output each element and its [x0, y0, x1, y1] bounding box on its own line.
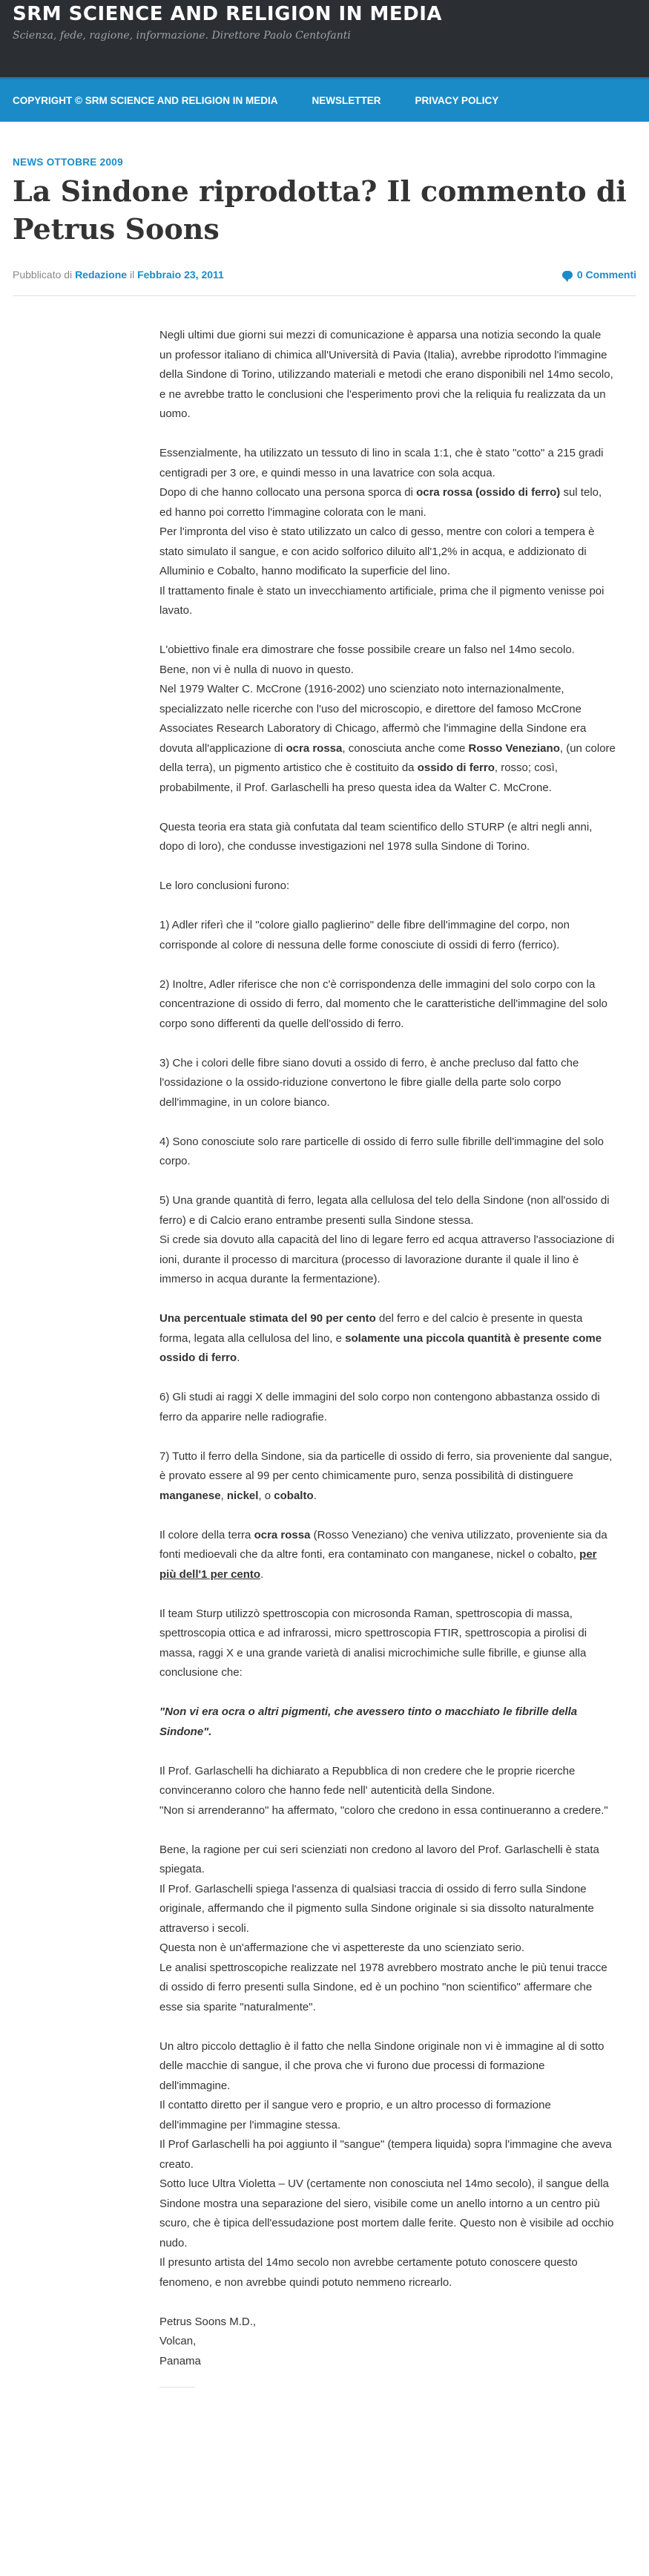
- conclusion-5: 5) Una grande quantità di ferro, legata alla cellulosa del telo della Sindone (non all'ossido di ferro) e di Calcio erano entrambe presenti sulla Sindone stessa. Si crede sia dovuto alla capacità del lino di legare ferro ed acqua attraverso l'associazione di ioni, durante il processo di marcitura (processo di lavorazione durante il quale il lino è immerso in acqua durante la fermentazione).: [159, 1194, 615, 1285]
- paragraph-earth-color: Il colore della terra ocra rossa (Rosso Veneziano) che veniva utilizzato, proveniente sia da fonti medioevali che da altre fonti, era contaminato con manganese, nickel o cobalto, per più dell'1 per cento.: [159, 1528, 607, 1581]
- site-header: [0, 0, 649, 77]
- site-description: Scienza, fede, ragione, informazione. Direttore Paolo Centofanti: [13, 30, 351, 42]
- post-title: La Sindone riprodotta? Il commento di Petrus Soons: [13, 174, 627, 246]
- paragraph-spectroscopy: Il team Sturp utilizzò spettroscopia con microsonda Raman, spettroscopia di massa, spettroscopia ottica e ad infrarossi, micro spettroscopia FTIR, spettroscopia a pirolisi di massa, raggi X e una grande varietà di analisi microchimiche sulle fibrille, e giunse alla conclusione che:: [159, 1607, 587, 1679]
- paragraph-repubblica: Il Prof. Garlaschelli ha dichiarato a Repubblica di non credere che le proprie ricerche convinceranno coloro che hanno fede nell' autenticità della Sindone. "Non si arrenderanno" ha affermato, "coloro che credono in essa continueranno a credere.": [159, 1764, 608, 1817]
- paragraph-sturp: Questa teoria era stata già confutata dal team scientifico dello STURP (e altri negli anni, dopo di loro), che condusse investigazioni nel 1978 sulla Sindone di Torino.: [159, 820, 593, 853]
- nav-item-newsletter[interactable]: NEWSLETTER: [312, 95, 381, 106]
- comment-bubble-icon: [562, 271, 573, 279]
- nav-item-copyright[interactable]: COPYRIGHT © SRM SCIENCE AND RELIGION IN MEDIA: [13, 95, 278, 106]
- conclusion-1: 1) Adler riferì che il "colore giallo paglierino" delle fibre dell'immagine del corpo, non corrisponde al colore di nessuna delle forme conosciute di ossidi di ferro (ferrico).: [159, 919, 570, 951]
- author-link[interactable]: Redazione: [75, 269, 128, 281]
- paragraph-percentage: Una percentuale stimata del 90 per cento del ferro e del calcio è presente in questa forma, legata alla cellulosa del lino, e solamente una piccola quantità è presente come ossido di ferro.: [159, 1312, 602, 1364]
- conclusion-3: 3) Che i colori delle fibre siano dovuti a ossido di ferro, è anche precluso dal fatto che l'ossidazione o la ossido-riduzione convertono le fibre gialle della parte solo corpo dell'immagine, in un colore bianco.: [159, 1056, 579, 1109]
- main-content: [0, 157, 649, 2387]
- published-label: Pubblicato di: [13, 269, 73, 281]
- paragraph-blood-detail: Un altro piccolo dettaglio è il fatto che nella Sindone originale non vi è immagine al di sotto delle macchie di sangue, il che prova che vi furono due processi di formazione dell'immagine. Il contatto diretto per il sangue vero e proprio, e un altro processo di formazione dell'immagine per l'immagine stessa. Il Prof Garlaschelli ha poi aggiunto il "sangue" (tempera liquida) sopra l'immagine che aveva creato. Sotto luce Ultra Violetta – UV (certamente non conosciuta nel 14mo secolo), il sangue della Sindone mostra una separazione del siero, visibile come un anello intorno a un centro più scuro, che è tipica dell'essudazione post mortem dalle ferite. Questo non è visibile ad occhio nudo. Il presunto artista del 14mo secolo non avrebbe certamente potuto conoscere questo fenomeno, e non avrebbe quindi potuto nemmeno ricrearlo.: [159, 2039, 614, 2289]
- conclusion-7: 7) Tutto il ferro della Sindone, sia da particelle di ossido di ferro, sia proveniente dal sangue, è provato essere al 99 per cento chimicamente puro, senza possibilità di distinguere manganese, nickel, o cobalto.: [159, 1449, 613, 1502]
- conclusion-2: 2) Inoltre, Adler riferisce che non c'è corrispondenza delle immagini del solo corpo con la concentrazione di ossido di ferro, dal momento che le caratteristiche dell'immagine del solo corpo sono differenti da quelle dell'ossido di ferro.: [159, 977, 608, 1030]
- post-category-link[interactable]: NEWS OTTOBRE 2009: [13, 157, 123, 168]
- quote-conclusion: "Non vi era ocra o altri pigmenti, che avessero tinto o macchiato le fibrille della Sindone".: [159, 1705, 578, 1738]
- post-meta: [13, 269, 636, 296]
- site-title[interactable]: SRM SCIENCE AND RELIGION IN MEDIA: [13, 3, 443, 25]
- signature-country: Panama: [159, 2354, 201, 2367]
- date-label: il: [129, 269, 135, 281]
- nav-item-privacy-policy[interactable]: PRIVACY POLICY: [415, 95, 499, 106]
- date-link[interactable]: Febbraio 23, 2011: [137, 269, 224, 281]
- main-nav: [0, 77, 649, 122]
- post-byline: [13, 269, 224, 281]
- paragraph-conclusions-intro: Le loro conclusioni furono:: [159, 879, 290, 892]
- article-body: [159, 326, 616, 2371]
- signature: [159, 2313, 616, 2372]
- signature-city: Volcan,: [159, 2335, 197, 2347]
- signature-name: Petrus Soons M.D.,: [159, 2315, 257, 2328]
- paragraph-mccrone: L'obiettivo finale era dimostrare che fosse possibile creare un falso nel 14mo secolo. Bene, non vi è nulla di nuovo in questo. Nel 1979 Walter C. McCrone (1916-2002) uno scienziato noto internazionalmente, specializzato nelle ricerche con l'uso del microscopio, e direttore del famoso McCrone Associates Research Laboratory di Chicago, affermò che l'immagine della Sindone era dovuta all'applicazione di ocra rossa, conosciuta anche come Rosso Veneziano, (un colore della terra), un pigmento artistico che è costituito da ossido di ferro, rosso; così, probabilmente, il Prof. Garlaschelli ha preso questa idea da Walter C. McCrone.: [159, 643, 616, 794]
- paragraph-explanation: Bene, la ragione per cui seri scienziati non credono al lavoro del Prof. Garlaschelli è stata spiegata. Il Prof. Garlaschelli spiega l'assenza di qualsiasi traccia di ossido di ferro sulla Sindone originale, affermando che il pigmento sulla Sindone originale si sia dissolto naturalmente attraverso i secoli. Questa non è un'affermazione che vi aspettereste da uno scienziato serio. Le analisi spettroscopiche realizzate nel 1978 avrebbero mostrato anche le più tenui tracce di ossido di ferro presenti sulla Sindone, ed è un pochino "non scientifico" affermare che esse sia sparite "naturalmente".: [159, 1843, 607, 2013]
- paragraph-intro: Negli ultimi due giorni sui mezzi di comunicazione è apparsa una notizia secondo la quale un professor italiano di chimica all'Università di Pavia (Italia), avrebbe riprodotto l'immagine della Sindone di Torino, utilizzando materiali e metodi che erano disponibili nel 14mo secolo, e ne avrebbe tratto le conclusioni che l'esperimento provi che la reliquia fu realizzata da un uomo.: [159, 329, 613, 420]
- conclusion-4: 4) Sono conosciute solo rare particelle di ossido di ferro sulle fibrille dell'immagine del solo corpo.: [159, 1135, 604, 1167]
- conclusion-6: 6) Gli studi ai raggi X delle immagini del solo corpo non contengono abbastanza ossido di ferro da apparire nelle radiografie.: [159, 1391, 600, 1423]
- comments-count: 0 Commenti: [576, 269, 636, 281]
- paragraph-method: Essenzialmente, ha utilizzato un tessuto di lino in scala 1:1, che è stato "cotto" a 215 gradi centigradi per 3 ore, e quindi messo in una lavatrice con sola acqua. Dopo di che hanno collocato una persona sporca di ocra rossa (ossido di ferro) sul telo, ed hanno poi corretto l'immagine colorata con le mani. Per l'impronta del viso è stato utilizzato un calco di gesso, mentre con colori a tempera è stato simulato il sangue, e con acido solforico diluito all'1,2% in acqua, e addizionato di Alluminio e Cobalto, hanno modificato la superficie del lino. Il trattamento finale è stato un invecchiamento artificiale, prima che il pigmento venisse poi lavato.: [159, 447, 604, 617]
- comments-link[interactable]: [562, 269, 636, 281]
